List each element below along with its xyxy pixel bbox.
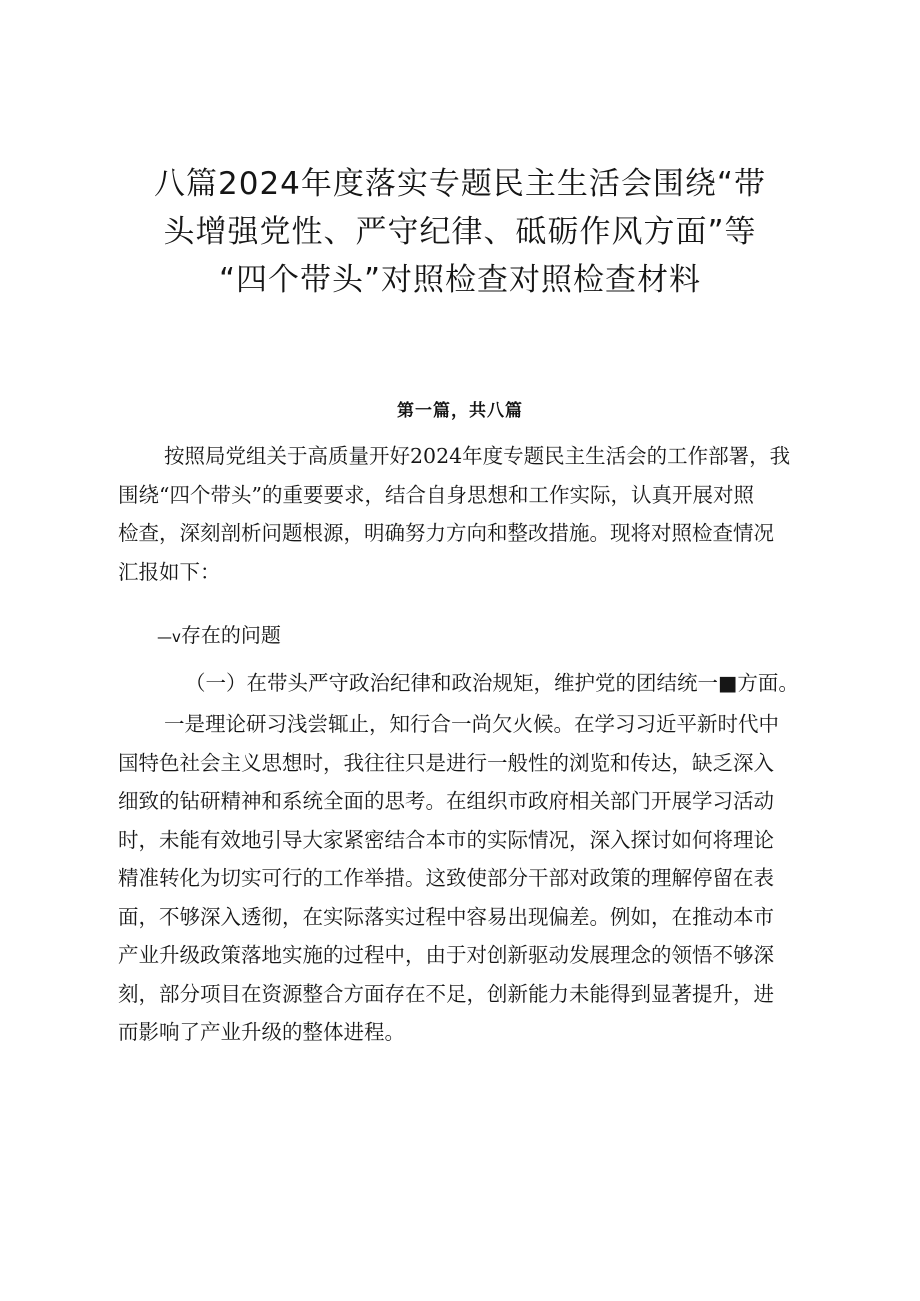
paragraph-line: 时，未能有效地引导大家紧密结合本市的实际情况，深入探讨如何将理论 (118, 827, 774, 852)
paragraph-line: 而影响了产业升级的整体进程。 (118, 1020, 405, 1044)
paragraph-line: 一是理论研习浅尝辄止，知行合一尚欠火候。在学习习近平新时代中 (164, 712, 779, 736)
body-paragraph (118, 705, 818, 1052)
title-line: “四个带头”对照检查对照检查材料 (218, 262, 702, 298)
paragraph-line: 面，不够深入透彻，在实际落实过程中容易出现偏差。例如，在推动本市 (118, 904, 774, 929)
title-line: 八篇2024年度落实专题民主生活会围绕“带 (154, 166, 766, 202)
paragraph-line: 细致的钻研精神和系统全面的思考。在组织市政府相关部门开展学习活动 (118, 789, 774, 813)
section-title: 存在的问题 (180, 623, 281, 647)
document-subtitle: 第一篇，共八篇 (397, 401, 523, 421)
paragraph-line: 围绕“四个带头”的重要要求，结合自身思想和工作实际，认真开展对照 (118, 482, 754, 507)
subsection-heading: （一）在带头严守政治纪律和政治规矩，维护党的团结统一■方面。 (185, 671, 799, 695)
paragraph-line: 刻，部分项目在资源整合方面存在不足，创新能力未能得到显著提升，进 (118, 981, 774, 1006)
paragraph-line: 检查，深刻剖析问题根源，明确努力方向和整改措施。现将对照检查情况 (118, 521, 774, 545)
paragraph-line: 产业升级政策落地实施的过程中，由于对创新驱动发展理念的领悟不够深 (118, 943, 774, 967)
paragraph-line: 精准转化为切实可行的工作举措。这致使部分干部对政策的理解停留在表 (118, 866, 774, 890)
title-line: 头增强党性、严守纪律、砥砺作风方面”等 (163, 214, 757, 250)
intro-paragraph (118, 437, 818, 591)
paragraph-line: 汇报如下： (118, 559, 221, 584)
paragraph-line: 按照局党组关于高质量开好2024年度专题民主生活会的工作部署，我 (164, 444, 791, 468)
paragraph-line: 国特色社会主义思想时，我往往只是进行一般性的浏览和传达，缺乏深入 (118, 750, 774, 775)
document-title (95, 160, 825, 304)
section-heading (157, 620, 281, 652)
section-marker: —v (157, 628, 181, 646)
